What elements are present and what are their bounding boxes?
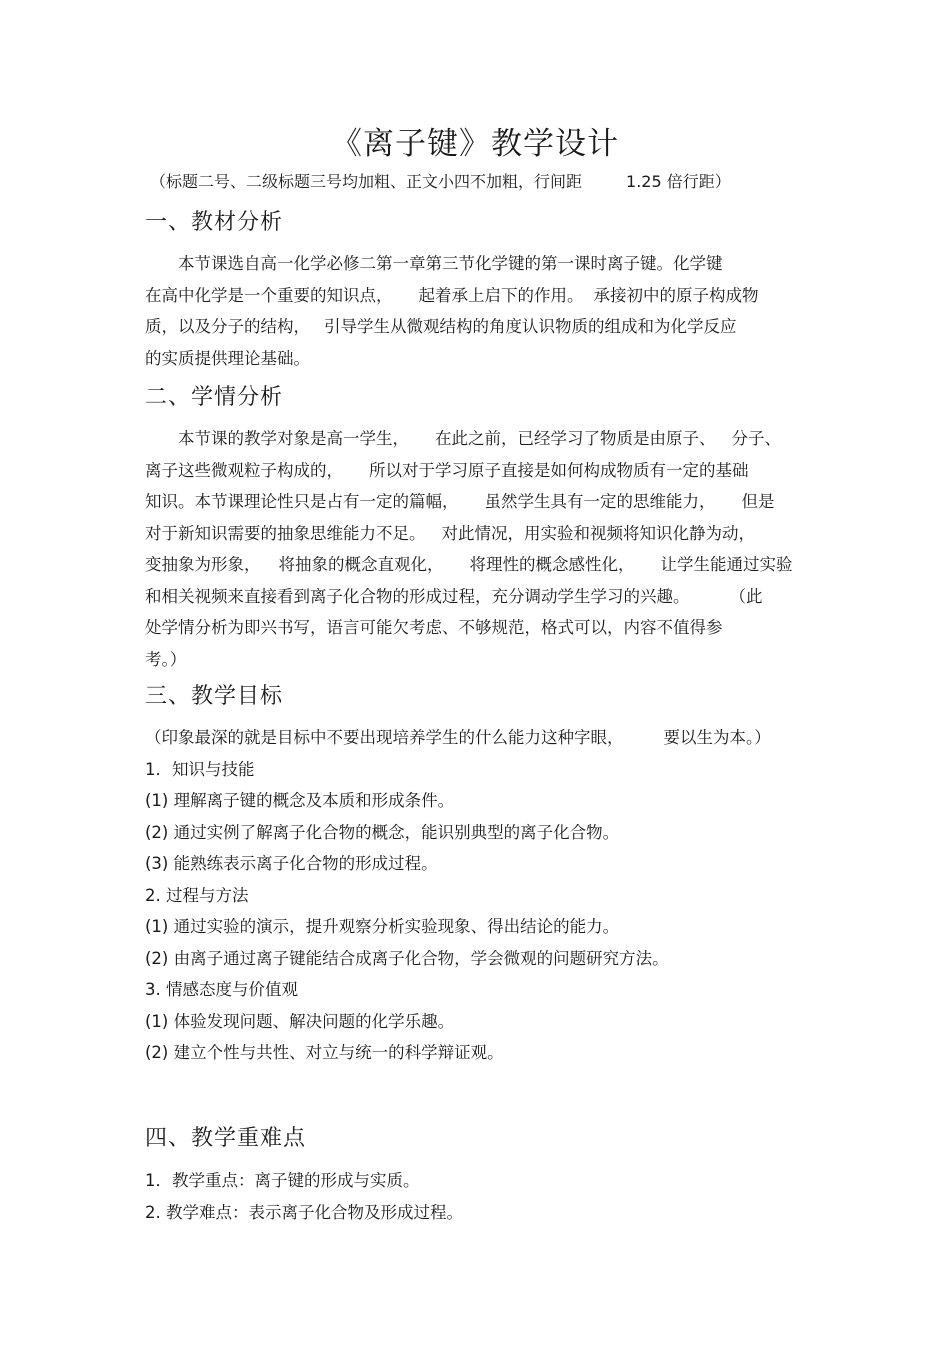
text-segment: 引导学生从微观结构的角度认识物质的组成和为化学反应 bbox=[324, 317, 737, 336]
list-item: 2. 过程与方法 bbox=[145, 885, 249, 905]
text-segment: 处学情分析为即兴书写，语言可能欠考虑、不够规范，格式可以，内容不值得参 bbox=[145, 618, 723, 637]
text-segment: 在高中化学是一个重要的知识点， bbox=[145, 285, 393, 305]
list-item: (1) 通过实验的演示，提升观察分析实验现象、得出结论的能力。 bbox=[145, 917, 620, 936]
text-segment: 对此情况，用实验和视频将知识化静为动， bbox=[441, 523, 755, 543]
text-line bbox=[145, 549, 805, 581]
text-line bbox=[145, 423, 805, 455]
text-line bbox=[145, 612, 805, 644]
text-segment: 本节课的教学对象是高一学生， bbox=[178, 429, 409, 448]
text-line bbox=[145, 486, 805, 518]
list-item: (1) 体验发现问题、解决问题的化学乐趣。 bbox=[145, 1011, 455, 1031]
text-line bbox=[145, 311, 805, 343]
list-item: (2) 由离子通过离子键能结合成离子化合物，学会微观的问题研究方法。 bbox=[145, 948, 669, 968]
text-segment: 将抽象的概念直观化， bbox=[278, 555, 444, 574]
learner-analysis-paragraph bbox=[145, 423, 805, 675]
text-segment: 但是 bbox=[741, 492, 775, 511]
text-segment: 分子、 bbox=[731, 429, 781, 448]
text-segment: 让学生能通过实验 bbox=[660, 555, 793, 574]
text-segment: 变抽象为形象， bbox=[145, 555, 261, 574]
list-item: (2) 通过实例了解离子化合物的概念，能识别典型的离子化合物。 bbox=[145, 822, 620, 842]
list-item: 3. 情感态度与价值观 bbox=[145, 980, 298, 999]
list-item: 2. 教学难点：表示离子化合物及形成过程。 bbox=[145, 1202, 463, 1222]
text-line bbox=[145, 644, 805, 676]
text-segment: 本节课选自高一化学必修二第一章第三节化学键的第一课时离子键。化学键 bbox=[178, 254, 723, 273]
list-item: 1．教学重点：离子键的形成与实质。 bbox=[145, 1171, 420, 1190]
text-segment: 和相关视频来直接看到离子化合物的形成过程，充分调动学生学习的兴趣。 bbox=[145, 586, 690, 606]
text-segment: （印象最深的就是目标中不要出现培养学生的什么能力这种字眼， bbox=[145, 728, 624, 747]
list-item: (3) 能熟练表示离子化合物的形成过程。 bbox=[145, 854, 438, 873]
format-note bbox=[150, 170, 731, 194]
text-line bbox=[145, 248, 805, 280]
text-segment: 虽然学生具有一定的思维能力， bbox=[484, 492, 716, 511]
list-item: (1) 理解离子键的概念及本质和形成条件。 bbox=[145, 791, 455, 810]
text-line bbox=[145, 518, 805, 550]
text-segment: 所以对于学习原子直接是如何构成物质有一定的基础 bbox=[369, 460, 749, 480]
key-difficult-points-list bbox=[145, 1165, 463, 1228]
list-item: 1．知识与技能 bbox=[145, 759, 255, 779]
format-note-text: （标题二号、二级标题三号均加粗、正文小四不加粗，行间距 bbox=[150, 172, 583, 191]
text-segment: 起着承上启下的作用。 bbox=[418, 285, 584, 305]
text-segment: 承接初中的原子构成物 bbox=[593, 285, 759, 305]
text-line bbox=[145, 280, 805, 312]
text-segment: 考。） bbox=[145, 649, 187, 669]
text-segment: 在此之前，已经学习了物质是由原子、 bbox=[435, 429, 716, 448]
textbook-analysis-paragraph bbox=[145, 248, 805, 374]
section-heading-teaching-objectives: 三、教学目标 bbox=[145, 684, 284, 709]
text-segment: 的实质提供理论基础。 bbox=[145, 348, 310, 368]
section-heading-textbook-analysis: 一、教材分析 bbox=[145, 210, 284, 235]
text-line bbox=[145, 455, 805, 487]
text-segment: 质，以及分子的结构， bbox=[145, 317, 310, 336]
text-segment: 知识。本节课理论性只是占有一定的篇幅， bbox=[145, 492, 459, 511]
text-line bbox=[145, 581, 805, 613]
list-item: (2) 建立个性与共性、对立与统一的科学辩证观。 bbox=[145, 1043, 504, 1062]
text-segment: （此 bbox=[729, 586, 763, 606]
format-note-spacing: 1.25 倍行距） bbox=[626, 172, 731, 191]
text-segment: 要以生为本。） bbox=[663, 728, 771, 747]
text-segment: 对于新知识需要的抽象思维能力不足。 bbox=[145, 523, 426, 543]
text-line bbox=[145, 343, 805, 375]
section-heading-key-difficult-points: 四、教学重难点 bbox=[145, 1126, 307, 1151]
objectives-note bbox=[145, 722, 771, 754]
text-segment: 离子这些微观粒子构成的， bbox=[145, 460, 343, 480]
section-heading-learner-analysis: 二、学情分析 bbox=[145, 385, 284, 410]
text-segment: 将理性的概念感性化， bbox=[469, 555, 635, 574]
teaching-objectives-list bbox=[145, 722, 771, 1069]
document-title: 《离子键》教学设计 bbox=[331, 126, 619, 162]
